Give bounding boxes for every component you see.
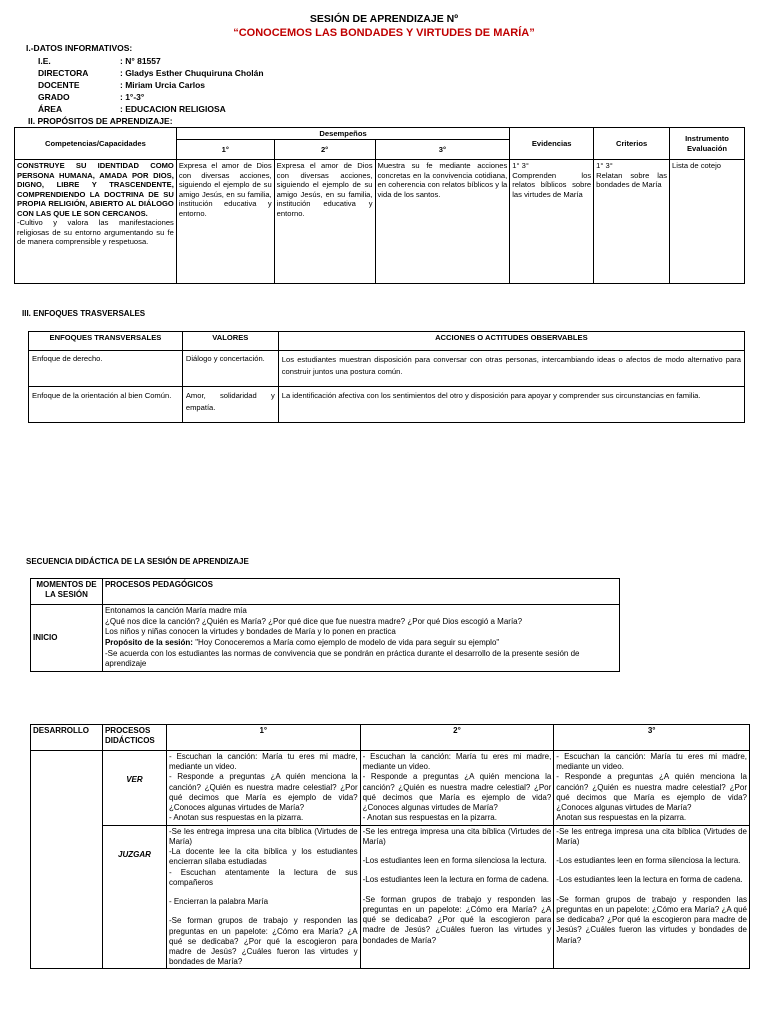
ver-item: - Escuchan la canción: María tu eres mi madre, mediante un video. (362, 752, 552, 772)
ver-item: - Responde a preguntas ¿A quién menciona la canción? ¿Quién es nuestra madre celestial? ¿Por qué decimos que María es ejemplo de vida? ¿Conoces algunas virtudes de María? (362, 772, 552, 813)
inicio-proposito (105, 638, 617, 649)
col-evidencias: Evidencias (510, 128, 594, 160)
juzgar-grade-3 (554, 825, 750, 969)
col-instrumento: Instrumento Evaluación (670, 128, 745, 160)
info-docente (38, 80, 205, 91)
col-criterios: Criterios (594, 128, 670, 160)
valores-cell: Diálogo y concertación. (182, 351, 278, 387)
inicio-line: Los niños y niñas conocen la virtudes y bondades de María y lo ponen en practica (104, 627, 396, 637)
col-competencias: Competencias/Capacidades (15, 128, 177, 160)
desarrollo-table (30, 724, 750, 969)
secuencia-table (30, 578, 620, 672)
col-acciones: ACCIONES O ACTITUDES OBSERVABLES (278, 332, 744, 351)
info-label: I.E. (38, 56, 51, 66)
info-label: GRADO (38, 92, 70, 102)
proposito-text: "Hoy Conoceremos a María como ejemplo de modelo de vida para seguir su ejemplo" (192, 637, 500, 647)
info-directora (38, 68, 264, 79)
ver-item: - Responde a preguntas ¿A quién menciona la canción? ¿Quién es nuestra madre celestial? ¿Por qué decimos que María es ejemplo de vida? ¿Conoces algunas virtudes de María? (168, 772, 358, 813)
ver-item: - Escuchan la canción: María tu eres mi madre, mediante un video. (168, 752, 358, 772)
col-momentos: MOMENTOS DE LA SESIÓN (31, 579, 103, 605)
proposito-label: Propósito de la sesión: (104, 637, 193, 647)
juzgar-item: -Se forman grupos de trabajo y responden las preguntas en un papelote: ¿Cómo era María? ¿A qué se dedicaba? ¿Por qué la escogieron para madre de Jesús? ¿Cuáles fueron las virtudes y bondades de María? (168, 916, 358, 967)
ver-item: Anotan sus respuestas en la pizarra. (556, 813, 687, 823)
col-grade-1: 1° (176, 140, 274, 160)
ver-item: - Anotan sus respuestas en la pizarra. (168, 813, 304, 823)
info-value: : EDUCACION RELIGIOSA (120, 104, 226, 114)
col-grade-2: 2° (360, 725, 554, 751)
col-desempenos: Desempeños (176, 128, 509, 140)
inicio-line: Entonamos la canción María madre mía (104, 606, 247, 615)
ver-item: - Responde a preguntas ¿A quién menciona la canción? ¿Quién es nuestra madre celestial? ¿Por qué decimos que María es ejemplo de vida? ¿Conoces algunas virtudes de María? (556, 772, 747, 813)
juzgar-item: -Se les entrega impresa una cita bíblica (Virtudes de María) (168, 826, 358, 846)
col-grade-3: 3° (375, 140, 510, 160)
col-procesos-pedagogicos: PROCESOS PEDAGÓGICOS (102, 579, 619, 605)
juzgar-item: -Se forman grupos de trabajo y responden las preguntas en un papelote: ¿Cómo era María? ¿A qué se dedicaba? ¿Por qué la escogieron para madre de Jesús? ¿Cuáles fueron las virtudes y bondades de María? (556, 894, 747, 945)
info-value: : Gladys Esther Chuquiruna Cholán (120, 68, 264, 78)
juzgar-item: -Se les entrega impresa una cita bíblica (Virtudes de María) (556, 826, 747, 846)
desempeno-3: Muestra su fe mediante acciones concretas en la convivencia cotidiana, en coherencia con relatos bíblicos y la vida de los santos. (375, 160, 510, 284)
col-grade-3: 3° (554, 725, 750, 751)
info-label: DOCENTE (38, 80, 80, 90)
juzgar-label: JUZGAR (102, 825, 166, 969)
enfoque-cell: Enfoque de la orientación al bien Común. (29, 387, 183, 423)
session-title: SESIÓN DE APRENDIZAJE Nº (309, 13, 459, 25)
juzgar-grade-2 (360, 825, 554, 969)
valores-cell: Amor, solidaridad y empatía. (182, 387, 278, 423)
inicio-line: -Se acuerda con los estudiantes las normas de convivencia que se pondrán en práctica durante el desarrollo de la presente sesión de aprendizaje (104, 648, 580, 669)
enfoque-cell: Enfoque de derecho. (29, 351, 183, 387)
info-label: ÁREA (38, 104, 63, 114)
juzgar-item: -Se forman grupos de trabajo y responden las preguntas en un papelote: ¿Cómo era María? ¿A qué se dedicaba? ¿Por qué la escogieron para madre de Jesús? ¿Cuáles fueron las virtudes y bondades de María? (362, 894, 552, 945)
juzgar-item: - Encierran la palabra María (168, 897, 269, 907)
info-value: : 1°-3° (120, 92, 145, 102)
info-area (38, 104, 226, 115)
info-value: : Miriam Urcia Carlos (120, 80, 206, 90)
desempeno-2: Expresa el amor de Dios con diversas acciones, siguiendo el ejemplo de su amigo Jesús, en su familia, institución educativa y entorno. (274, 160, 375, 284)
criterios-cell (594, 160, 670, 284)
acciones-cell: Los estudiantes muestran disposición para conversar con otras personas, intercambiando ideas o afectos de modo alternativo para construir juntos una postura común. (278, 351, 744, 387)
info-ie (38, 56, 161, 67)
inicio-line: ¿Qué nos dice la canción? ¿Quién es María? ¿Por qué dice que fue nuestra madre? ¿Por qué Dios escogió a María? (104, 616, 523, 626)
session-subtitle: “CONOCEMOS LAS BONDADES Y VIRTUDES DE MARÍA” (233, 27, 535, 39)
col-enfoques: ENFOQUES TRANSVERSALES (29, 332, 183, 351)
juzgar-item: -Los estudiantes leen en forma silenciosa la lectura. (556, 856, 741, 866)
ver-item: - Escuchan la canción: María tu eres mi madre, mediante un video. (556, 752, 747, 772)
ver-grade-1 (166, 751, 360, 826)
col-procesos-didacticos: PROCESOS DIDÁCTICOS (102, 725, 166, 751)
competencia-cell (15, 160, 177, 284)
criterios-text: Relatan sobre las bondades de María (596, 170, 668, 190)
juzgar-item: -Los estudiantes leen la lectura en forma de cadena. (362, 875, 549, 885)
enfoques-heading: III. ENFOQUES TRASVERSALES (22, 309, 146, 318)
col-grade-2: 2° (274, 140, 375, 160)
enfoques-table (28, 331, 745, 423)
info-value: : N° 81557 (120, 56, 161, 66)
inicio-label: INICIO (31, 605, 103, 672)
evidencias-cell (510, 160, 594, 284)
juzgar-item: -Los estudiantes leen en forma silenciosa la lectura. (362, 856, 547, 866)
col-valores: VALORES (182, 332, 278, 351)
juzgar-item: - Escuchan atentamente la lectura de sus compañeros (168, 867, 358, 887)
propositos-heading: II. PROPÓSITOS DE APRENDIZAJE: (28, 116, 173, 126)
ver-grade-2 (360, 751, 554, 826)
ver-grade-3 (554, 751, 750, 826)
datos-heading: I.-DATOS INFORMATIVOS: (26, 43, 133, 53)
juzgar-grade-1 (166, 825, 360, 969)
inicio-content (102, 605, 619, 672)
instrumento-cell: Lista de cotejo (670, 160, 745, 284)
info-grado (38, 92, 144, 103)
acciones-cell: La identificación afectiva con los sentimientos del otro y disposición para apoyar y comprender sus circunstancias en familia. (278, 387, 744, 423)
juzgar-item: -Los estudiantes leen la lectura en forma de cadena. (556, 875, 743, 885)
col-desarrollo: DESARROLLO (31, 725, 103, 751)
juzgar-item: -Se les entrega impresa una cita bíblica (Virtudes de María) (362, 826, 552, 846)
col-grade-1: 1° (166, 725, 360, 751)
desempeno-1: Expresa el amor de Dios con diversas acciones, siguiendo el ejemplo de su amigo Jesús, en su familia, institución educativa y entorno. (176, 160, 274, 284)
info-label: DIRECTORA (38, 68, 89, 78)
competencia-extra: -Cultivo y valora las manifestaciones religiosas de su entorno argumentando su fe de manera comprensible y respetuosa. (17, 218, 174, 247)
criterios-grades: 1° 3° (596, 161, 613, 171)
ver-item: - Anotan sus respuestas en la pizarra. (362, 813, 497, 823)
secuencia-heading: SECUENCIA DIDÁCTICA DE LA SESIÓN DE APRENDIZAJE (26, 557, 249, 566)
desarrollo-cell (31, 751, 103, 969)
propositos-table (14, 127, 745, 284)
competencia-text: CONSTRUYE SU IDENTIDAD COMO PERSONA HUMANA, AMADA POR DIOS, DIGNO, LIBRE Y TRASCENDENTE, COMPRENDIENDO LA DOCTRINA DE SU PROPIA RELIGIÓN, ABIERTO AL DIÁLOGO CON LAS QUE LE SON CERCANOS. (17, 161, 174, 218)
evidencias-text: Comprenden los relatos bíblicos sobre las virtudes de María (512, 170, 592, 199)
evidencias-grades: 1° 3° (512, 161, 529, 171)
juzgar-item: -La docente lee la cita bíblica y los estudiantes encierran sílaba estudiadas (168, 847, 358, 867)
ver-label: VER (102, 751, 166, 826)
